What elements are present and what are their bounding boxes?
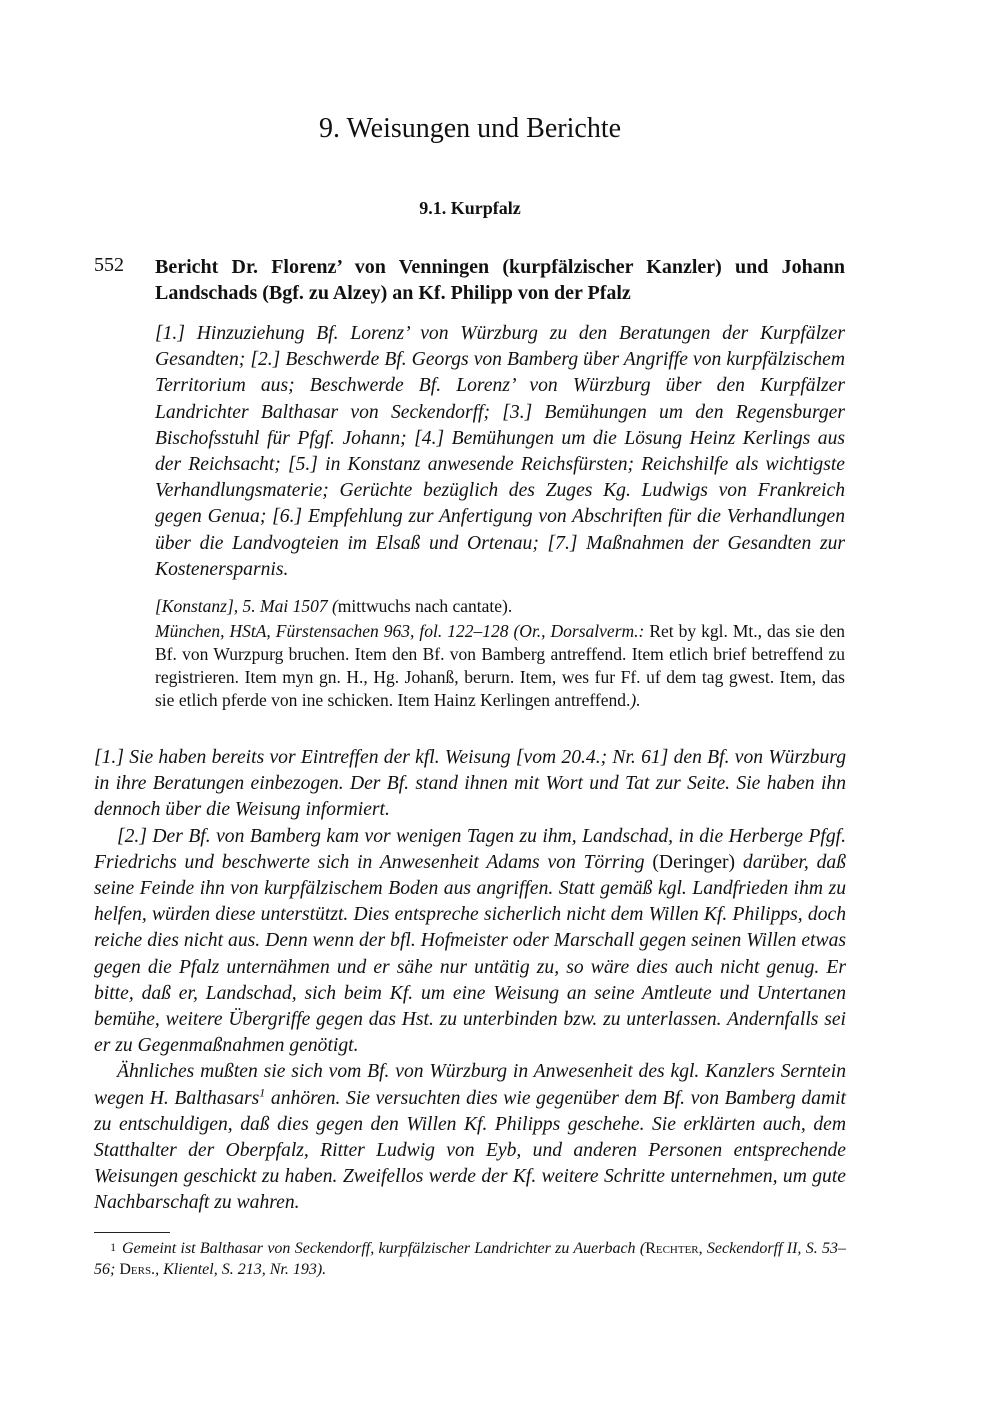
footnote: [94, 1238, 846, 1280]
paragraph-2-roman: (Deringer): [652, 851, 736, 873]
paragraph-2-text-b: darüber, daß seine Feinde ihn von kurpfälzischem Boden aus angriffen. Statt gemäß kgl. Landfrieden ihm zu helfen, würden diese unterstützt. Dies entspreche sicherlich nicht dem Willen Kf. Philipps, doch reiche dies nicht aus. Denn wenn der bfl. Hofmeister oder Marschall gegen seinen Willen etwas gegen die Pfalz unternähmen und er sähe nur untätig zu, so wäre dies auch nicht genug. Er bitte, daß er, Landschad, sich beim Kf. um eine Weisung an seine Amtleute und Untertanen bemühe, weitere Übergriffe gegen das Hst. zu unterbinden bzw. zu unterlassen. Andernfalls sei er zu Gegenmaßnahmen genötigt.: [94, 851, 846, 1057]
source-archive: München, HStA, Fürstensachen 963, fol. 122–128 (Or., Dorsalverm.:: [155, 621, 645, 641]
source-note: [155, 620, 845, 712]
date-line: [155, 595, 845, 618]
document-number: 552: [94, 254, 124, 276]
source-dorsal-note: Ret by kgl. Mt., das sie den Bf. von Wurzpurg bruchen. Item den Bf. von Bamberg antreffend. Item etlich brief betreffend zu registrieren. Item myn gn. H., Hg. Johanß, berurn. Item, wes fur Ff. uf dem tag gwest. Item, das sie etlich pferde von ine schicken. Item Hainz Kerlingen antreffend.: [155, 621, 846, 710]
footnote-author-a: Rechter: [645, 1240, 699, 1257]
paragraph-3-text-b: anhören. Sie versuchten dies wie gegenüber dem Bf. von Bamberg damit zu entschuldigen, daß dies gegen den Willen Kf. Philipps geschehe. Sie erklärten auch, dem Statthalter der Oberpfalz, Ritter Ludwig von Eyb, und anderen Personen entsprechende Weisungen geschickt zu haben. Zweifellos werde der Kf. weitere Schritte unternehmen, um gute Nachbarschaft zu wahren.: [94, 1087, 846, 1214]
footnote-text-c: , Klientel, S. 213, Nr. 193).: [155, 1261, 327, 1278]
footnote-number: 1: [110, 1242, 116, 1254]
chapter-title: 9. Weisungen und Berichte: [318, 113, 622, 144]
paragraph-2: [94, 824, 846, 1060]
footnote-author-b: Ders.: [119, 1261, 156, 1278]
date-place: [Konstanz], 5. Mai 1507 (: [155, 596, 338, 616]
footnote-reference[interactable]: 1: [259, 1085, 266, 1100]
date-feast: mittwuchs nach cantate).: [337, 596, 513, 616]
paragraph-3-text-a: Ähnliches mußten sie sich vom Bf. von Würzburg in Anwesenheit des kgl. Kanzlers Serntein wegen H. Balthasars: [94, 1061, 846, 1109]
source-end: ).: [630, 690, 641, 710]
report-body: [94, 745, 846, 1217]
section-title: 9.1. Kurpfalz: [419, 198, 521, 218]
document-summary: [1.] Hinzuziehung Bf. Lorenz’ von Würzburg zu den Beratungen der Kurpfälzer Gesandten; [2.] Beschwerde Bf. Georgs von Bamberg über Angriffe von kurpfälzischem Territorium aus; Beschwerde Bf. Lorenz’ von Würzburg über den Kurpfälzer Landrichter Balthasar von Seckendorff; [3.] Bemühungen um den Regensburger Bischofsstuhl für Pfgf. Johann; [4.] Bemühungen um die Lösung Heinz Kerlings aus der Reichsacht; [5.] in Konstanz anwesende Reichsfürsten; Reichshilfe als wichtigste Verhandlungsmaterie; Gerüchte bezüglich des Zuges Kg. Ludwigs von Frankreich gegen Genua; [6.] Empfehlung zur Anfertigung von Abschriften für die Verhandlungen über die Landvogteien im Elsaß und Ortenau; [7.] Maßnahmen der Gesandten zur Kostenersparnis.: [155, 323, 845, 580]
document-title: Bericht Dr. Florenz’ von Venningen (kurpfälzischer Kanzler) und Johann Landschads (Bgf. zu Alzey) an Kf. Philipp von der Pfalz: [155, 256, 845, 304]
paragraph-2-text-a: [2.] Der Bf. von Bamberg kam vor wenigen Tagen zu ihm, Landschad, in die Herberge Pfgf. Friedrichs und beschwerte sich in Anwesenheit Adams von Törring: [94, 825, 846, 873]
paragraph-3: [94, 1059, 846, 1216]
footnote-text-b: , Seckendorff II, S. 53–56;: [94, 1240, 846, 1278]
footnote-divider: [94, 1232, 170, 1233]
footnote-text-a: Gemeint ist Balthasar von Seckendorff, kurpfälzischer Landrichter zu Auerbach (: [122, 1240, 646, 1257]
paragraph-1: [1.] Sie haben bereits vor Eintreffen der kfl. Weisung [vom 20.4.; Nr. 61] den Bf. von Würzburg in ihre Beratungen einbezogen. Der Bf. stand ihnen mit Wort und Tat zur Seite. Sie haben ihn dennoch über die Weisung informiert.: [94, 747, 846, 821]
